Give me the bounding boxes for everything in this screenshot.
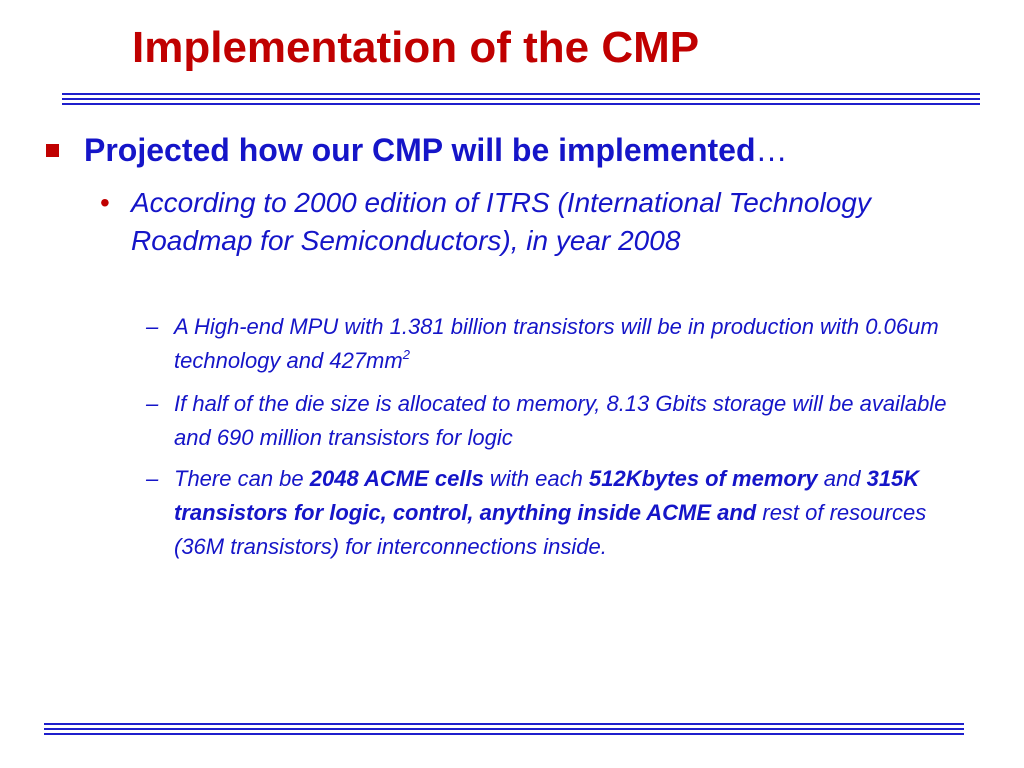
- level3-item-text: A High-end MPU with 1.381 billion transistors will be in production with 0.06um technology and 427mm: [174, 314, 939, 373]
- level3-text-part: with each: [483, 466, 589, 491]
- level3-bold-transistors: 315K transistors for logic, control, anything inside ACME and: [174, 466, 920, 525]
- level3-bold-cells: 2048 ACME cells: [309, 466, 484, 491]
- superscript-two: 2: [402, 347, 410, 362]
- bottom-divider-line: [44, 728, 964, 730]
- top-divider-line: [62, 103, 980, 105]
- level3-bold-memory: 512Kbytes of memory: [588, 466, 818, 491]
- level3-item-acme: [174, 462, 974, 564]
- level1-text: Projected how our CMP will be implemented: [84, 132, 756, 168]
- dash-bullet-icon: –: [146, 391, 159, 416]
- level3-text-part: rest of resources (36M transistors) for interconnections inside.: [174, 500, 927, 559]
- round-bullet-icon: •: [100, 187, 110, 218]
- top-divider-line: [62, 98, 980, 100]
- slide-title: Implementation of the CMP: [132, 23, 700, 72]
- level3-item-memory: If half of the die size is allocated to memory, 8.13 Gbits storage will be available and 690 million transistors for logic: [174, 391, 947, 450]
- bottom-divider-line: [44, 723, 964, 725]
- level3-text-part: and: [817, 466, 867, 491]
- dash-bullet-icon: –: [146, 314, 159, 339]
- level1-bullet-text: [84, 130, 984, 170]
- level2-bullet-text: According to 2000 edition of ITRS (International Technology Roadmap for Semiconductors), in year 2008: [131, 187, 871, 256]
- square-bullet-icon: [46, 144, 59, 157]
- top-divider-line: [62, 93, 980, 95]
- level3-text-part: There can be: [174, 466, 310, 491]
- level1-ellipsis: …: [755, 132, 788, 168]
- dash-bullet-icon: –: [146, 466, 159, 491]
- bottom-divider-line: [44, 733, 964, 735]
- level3-item-mpu: [174, 310, 974, 378]
